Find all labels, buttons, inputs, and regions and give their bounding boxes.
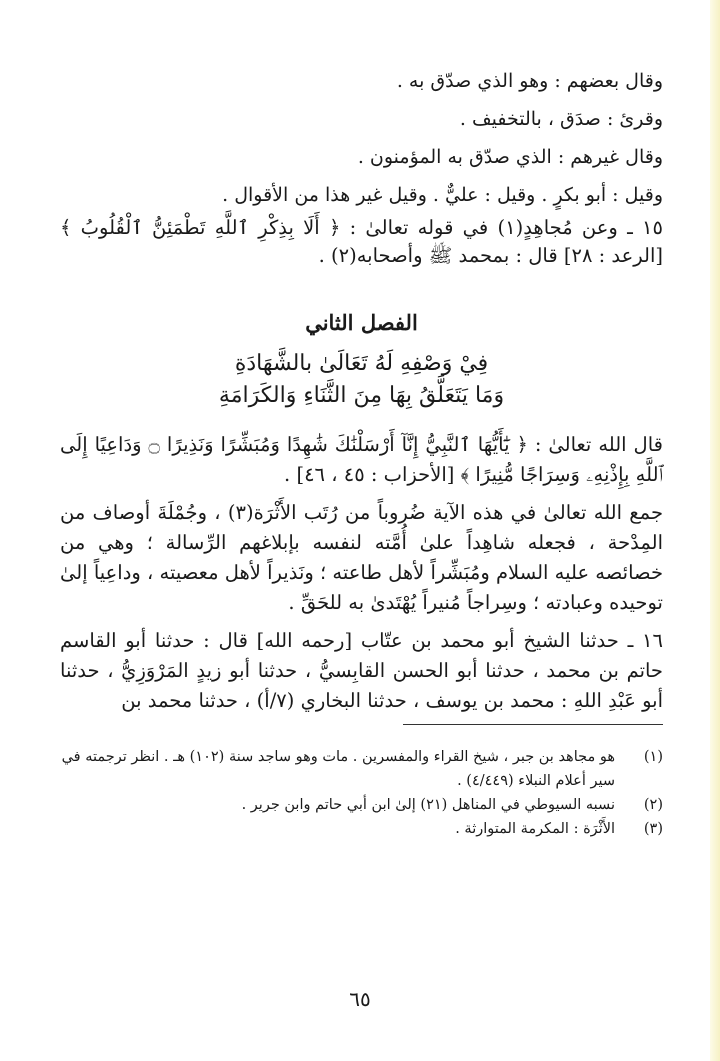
- chapter-subtitle: [60, 348, 663, 412]
- footnote-text: هو مجاهد بن جبر ، شيخ القراء والمفسرين . مات وهو ساجد سنة (١٠٢) هـ . انظر ترجمته في سير أعلام النبلاء (٤/٤٤٩) .: [61, 749, 615, 789]
- body-line-3: وقال غيرهم : الذي صدّق به المؤمنون .: [357, 146, 663, 168]
- footnote-2: [60, 793, 663, 817]
- chapter-subtitle-line-2: وَمَا يَتَعَلَّقُ بِهَا مِنَ الثَّنَاءِ وَالكَرَامَةِ: [218, 383, 505, 408]
- page-number: ٦٥: [349, 987, 371, 1011]
- hadith-15-paragraph: ١٥ ـ وعن مُجاهِدٍ(١) في قوله تعالىٰ : ﴿ أَلَا بِذِكْرِ ٱللَّهِ تَطْمَئِنُّ ٱلْقُلُوبُ ﴾ [الرعد : ٢٨] قال : بمحمد ﷺ وأصحابه(٢) .: [60, 216, 663, 267]
- footnote-number: (٢): [643, 797, 663, 813]
- page-edge-shadow: [710, 0, 720, 1061]
- chapter-title: الفصل الثاني: [305, 310, 418, 335]
- body-line-1: وقال بعضهم : وهو الذي صدّق به .: [396, 70, 663, 92]
- footnote-text: نسبه السيوطي في المناهل (٢١) إلىٰ ابن أبي حاتم وابن جرير .: [241, 797, 615, 813]
- book-page: [60, 62, 663, 841]
- footnote-text: الأَثْرَة : المكرمة المتوارثة .: [455, 821, 615, 837]
- footnote-3: [60, 817, 663, 841]
- body-line-2: وقرئ : صدَق ، بالتخفيف .: [459, 108, 663, 130]
- footnote-number: (٣): [643, 821, 663, 837]
- hadith-16-paragraph: ١٦ ـ حدثنا الشيخ أبو محمد بن عتّاب [رحمه الله] قال : حدثنا أبو القاسم حاتم بن محمد ، حدثنا أبو الحسن القابِسيُّ ، حدثنا أبو زيدٍ المَرْوَزِيُّ ، حدثنا أبو عَبْدِ اللهِ : محمد بن يوسف ، حدثنا البخاري (٧/أ) ، حدثنا محمد بن: [60, 629, 663, 712]
- chapter-subtitle-line-1: فِيْ وَصْفِهِ لَهُ تَعَالَىٰ بالشَّهَادَةِ: [234, 351, 489, 376]
- body-line-4: وقيل : أبو بكرٍ . وقيل : عليٌّ . وقيل غير هذا من الأقوال .: [222, 184, 663, 206]
- footnote-number: (١): [643, 749, 663, 765]
- quran-verse-paragraph: قال الله تعالىٰ : ﴿ يَٰٓأَيُّهَا ٱلنَّبِيُّ إِنَّآ أَرْسَلْنَٰكَ شَٰهِدًا وَمُبَشِّرًا وَنَذِيرًا ۝ وَدَاعِيًا إِلَى ٱللَّهِ بِإِذْنِهِۦ وَسِرَاجًا مُّنِيرًا ﴾ [الأحزاب : ٤٥ ، ٤٦] .: [60, 433, 663, 486]
- footnote-1: [60, 745, 663, 793]
- footnote-separator: [403, 724, 663, 725]
- commentary-paragraph: جمع الله تعالىٰ في هذه الآية ضُروباً من رُتَب الأَثْرَة(٣) ، وجُمْلَةَ أوصاف من المِدْحة ، فجعله شاهِداً علىٰ أُمَّته لنفسه بإبلاغهم الرِّسالة ؛ وهي من خصائصه عليه السلام ومُبَشِّراً لأهل طاعته ؛ ونَذيراً لأهل معصيته ، وداعِياً إلىٰ توحيده وعبادته ؛ وسِراجاً مُنيراً يُهْتَدىٰ به للحَقِّ .: [60, 501, 664, 614]
